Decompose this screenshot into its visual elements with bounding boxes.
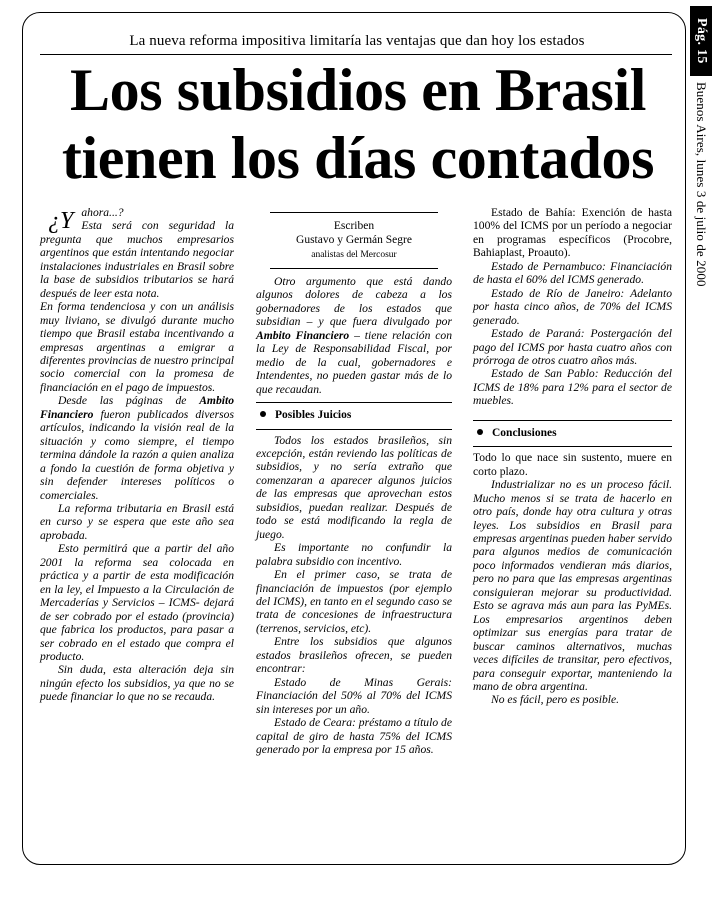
col1-p3-post: fueron publicados diversos artículos, indicando la visión real de la situación y como siempre, el tiempo termina dándole la razón a quien analiza a fondo la cuestión de forma objetiva y sin defender intereses políticos o comerciales.	[40, 407, 234, 502]
col2-paragraph-3: Es importante no confundir la palabra subsidio con incentivo.	[256, 541, 452, 568]
section-2-title: Conclusiones	[492, 426, 557, 439]
kicker-rule	[40, 54, 672, 55]
col2-p1-pre: Otro argumento que está dando algunos dolores de cabeza a los gobernadores de los estados que subsidian – y que fuera divulgado por	[256, 275, 452, 329]
byline-role: analistas del Mercosur	[311, 250, 397, 260]
col3-paragraph-8: No es fácil, pero es posible.	[491, 693, 620, 707]
bullet-icon	[260, 411, 266, 417]
col2-paragraph-1	[256, 275, 452, 396]
col3-paragraph-2: Estado de Pernambuco: Financiación de hasta el 60% del ICMS generado.	[473, 259, 672, 287]
byline-label: Escriben	[333, 220, 375, 232]
byline-names: Gustavo y Germán Segre	[296, 234, 412, 246]
headline	[36, 56, 680, 192]
section-heading-conclusiones	[473, 420, 672, 447]
drop-cap: ¿Y	[48, 208, 74, 234]
col2-paragraph-7: Estado de Ceara: préstamo a título de capital de giro de hasta 75% del ICMS generado por la empresa por 15 años.	[256, 716, 452, 756]
headline-line-2: tienen los días contados	[61, 125, 655, 191]
column-1	[40, 206, 234, 704]
column-2	[256, 206, 452, 756]
col3-paragraph-7: Industrializar no es un proceso fácil. Mucho menos si se trata de hacerlo en otro país, donde hay otra cultura y otras leyes. Los subsidios en Brasil para empresas argentinas pueden haber servido para algunos medios de comunicación poco informados vendieran más diarios, pero no para que las empresas argentinas consiguieran mejorar su productividad. Esto se agrava más aun para las PyMEs. Los empresarios argentinos deben optimizar sus energías para tratar de buscar caminos alternativos, muchas veces difíciles de transitar, pero efectivos, para conseguir exportar, manteniendo la mano de obra argentina.	[473, 478, 672, 693]
col1-p3-pre: Desde las páginas de	[58, 394, 187, 408]
page-number-tab	[690, 6, 712, 76]
page-number: Pág. 15	[694, 18, 709, 64]
col2-p1-bold: Ambito Financiero	[256, 328, 350, 342]
col1-paragraph-3	[40, 394, 234, 502]
lead-paragraph	[40, 206, 234, 300]
col1-paragraph-2: En forma tendenciosa y con un análisis muy liviano, se divulgó durante mucho tiempo que Brasil estaba incentivando a empresas argentinas a emigrar a diferentes provincias de nuestro principal socio comercial con la promesa de financiación en el pago de impuestos.	[40, 300, 234, 394]
byline-rule-bottom	[270, 268, 438, 269]
col3-paragraph-4: Estado de Paraná: Postergación del pago del ICMS por hasta cuatro años con prórroga de otros cuatro años más.	[473, 327, 672, 367]
col1-paragraph-6: Sin duda, esta alteración deja sin ningún efecto los subsidios, ya que no se puede financiar lo que no se recauda.	[40, 663, 234, 704]
byline-rule-top	[270, 212, 438, 213]
col3-paragraph-5: Estado de San Pablo: Reducción del ICMS de 18% para 12% para el sector de muebles.	[473, 367, 672, 408]
col2-p1-post: – tiene relación con la Ley de Responsabilidad Fiscal, por medio de la cual, gobernadores e Intendentes, no pueden gastar más de lo que recaudan.	[256, 328, 453, 396]
section-1-title: Posibles Juicios	[275, 409, 352, 422]
col1-paragraph-1: Esta será con seguridad la pregunta que muchos empresarios argentinos que están intentando negociar instalaciones industriales en Brasil sobre la base de subsidios tributarios se hará después de leer esta nota.	[40, 219, 234, 300]
col2-paragraph-5: Entre los subsidios que algunos estados brasileños ofrecen, se pueden encontrar:	[256, 635, 452, 676]
dateline	[690, 82, 712, 326]
col1-paragraph-5: Esto permitirá que a partir del año 2001 la reforma sea colocada en práctica y a partir de esta modificación en la ley, el Impuesto a la Circulación de Mercaderías y Servicios – ICMS- dejará de ser cobrado por el estado (provincia) que fabrica los productos, para pasar a ser cobrado en el estado que compra el producto.	[40, 542, 234, 663]
section-heading-juicios	[256, 402, 452, 429]
col3-paragraph-1: Estado de Bahía: Exención de hasta 100% del ICMS por un período a negociar en programas específicos (Procobre, Bahiaplast, Proauto).	[473, 206, 672, 260]
col3-paragraph-3: Estado de Río de Janeiro: Adelanto por hasta cinco años, de 70% del ICMS generado.	[473, 286, 672, 327]
dateline-text: Buenos Aires, lunes 3 de julio de 2000	[694, 82, 709, 287]
lead-first-line: ahora...?	[81, 206, 124, 219]
col2-paragraph-4: En el primer caso, se trata de financiación de impuestos (por ejemplo del ICMS), en tanto en el segundo caso se trata de concesiones de infraestructura (terrenos, servicios, etc).	[256, 568, 452, 635]
col1-p3-bold: Ambito Financiero	[40, 394, 234, 421]
headline-line-1: Los subsidios en Brasil	[69, 57, 646, 123]
col1-paragraph-4: La reforma tributaria en Brasil está en curso y se espera que este año sea aprobada.	[40, 501, 234, 542]
col2-paragraph-2: Todos los estados brasileños, sin excepción, están reviendo las políticas de subsidios, y no sería extraño que comenzaran a aparecer algunos juicios de las empresas que aprovechan estos subsidios, puedan realizar. Después de todo se está modificando la regla de juego.	[256, 433, 452, 541]
bullet-icon	[477, 429, 483, 435]
col2-paragraph-6: Estado de Minas Gerais: Financiación del 50% al 70% del ICMS sin intereses por un año.	[256, 675, 452, 716]
byline	[256, 206, 452, 269]
kicker: La nueva reforma impositiva limitaría las ventajas que dan hoy los estados	[129, 33, 585, 49]
col3-paragraph-6: Todo lo que nace sin sustento, muere en corto plazo.	[473, 451, 672, 478]
column-3	[473, 206, 672, 707]
